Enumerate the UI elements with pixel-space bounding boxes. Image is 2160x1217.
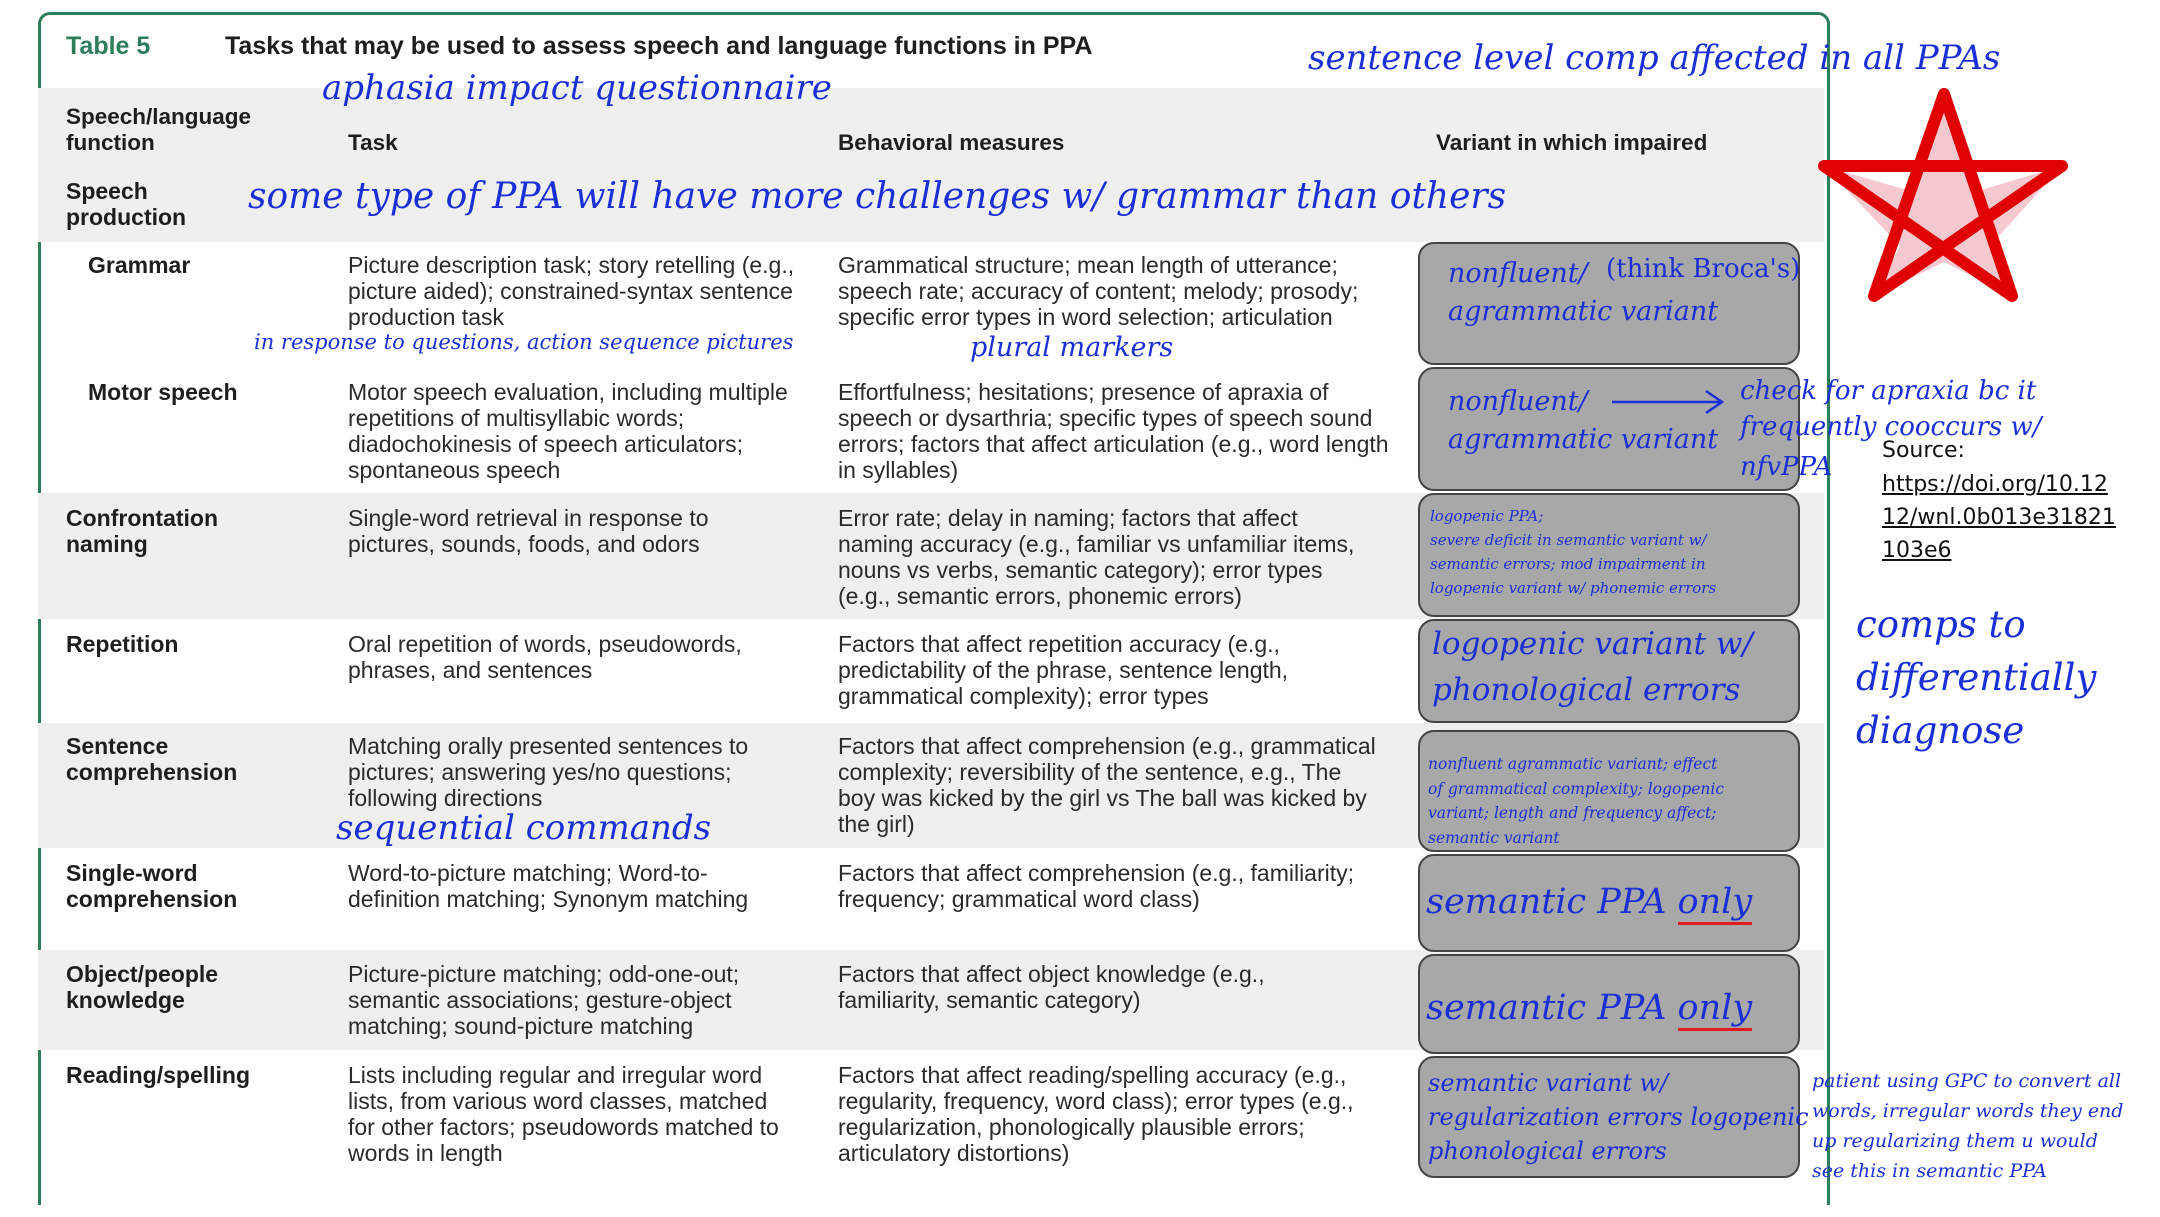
naming-variant-note [1430,504,1716,600]
measures-sentence-comprehension: Factors that affect comprehension (e.g., grammatical complexity; reversibility of the sentence, e.g., The boy was kicked by the girl vs The ball was kicked by the girl) [838,733,1376,837]
reading-variant-note [1428,1066,1809,1168]
task-sentence-comprehension: Matching orally presented sentences to pictures; answering yes/no questions; following directions [348,733,749,811]
arrow-right-icon [1608,388,1728,418]
motor-variant-line1: nonfluent/ [1448,386,1588,417]
gpc-note-line3: up regularizing them u would [1812,1130,2098,1152]
task-object-knowledge: Picture-picture matching; odd-one-out; semantic associations; gesture-object matching; sound-picture matching [348,961,740,1039]
naming-variant-line1: logopenic PPA; [1430,507,1544,525]
task-motor-speech: Motor speech evaluation, including multiple repetitions of multisyllabic words; diadochokinesis of speech articulators; spontaneous speech [348,379,788,483]
annotation-plural-markers: plural markers [970,332,1174,363]
measures-grammar: Grammatical structure; mean length of utterance; speech rate; accuracy of content; melody; prosody; specific error types in word selection; articulation [838,252,1359,330]
sentence-variant-line4: semantic variant [1428,828,1560,847]
task-confrontation-naming: Single-word retrieval in response to pictures, sounds, foods, and odors [348,505,709,557]
gpc-note-line1: patient using GPC to convert all [1812,1070,2122,1092]
annotation-header-note: aphasia impact questionnaire [322,68,832,108]
comps-note [1856,598,2096,757]
grammar-variant-line1: nonfluent/ [1448,258,1588,289]
source-url-line2[interactable]: 12/wnl.0b013e31821 [1882,505,2116,530]
repetition-variant-line1: logopenic variant w/ [1432,626,1753,662]
star-icon [1810,86,2070,306]
func-object-knowledge: Object/people knowledge [66,961,219,1013]
apraxia-note-line2: frequently cooccurs w/ [1740,412,2042,442]
repetition-variant-line2: phonological errors [1432,672,1741,708]
header-variant: Variant in which impaired [1436,130,1708,155]
sentence-variant-line3: variant; length and frequency affect; [1428,804,1717,822]
comps-note-line1: comps to [1856,603,2026,646]
motor-variant-line2: agrammatic variant [1448,424,1719,455]
measures-object-knowledge: Factors that affect object knowledge (e.g., familiarity, semantic category) [838,961,1265,1013]
func-repetition: Repetition [66,631,179,657]
annotation-top-right: sentence level comp affected in all PPAs [1308,38,2001,78]
table-title: Tasks that may be used to assess speech and language functions in PPA [225,32,1093,60]
object-variant-text: semantic PPA [1426,988,1678,1028]
comps-note-line3: diagnose [1856,709,2025,752]
apraxia-note-line3: nfvPPA [1740,452,1833,482]
annotation-speech-production: some type of PPA will have more challenges w/ grammar than others [248,176,1507,217]
sentence-variant-line2: of grammatical complexity; logopenic [1428,779,1725,798]
grammar-variant-think: (think Broca's) [1606,254,1801,284]
sentence-variant-note [1428,752,1724,850]
annotation-sequential-commands: sequential commands [336,808,712,848]
task-grammar: Picture description task; story retelling (e.g., picture aided); constrained-syntax sentence production task [348,252,795,330]
header-function: Speech/language function [66,104,252,155]
header-measures: Behavioral measures [838,130,1065,155]
measures-motor-speech: Effortfulness; hesitations; presence of apraxia of speech or dysarthria; specific types of speech sound errors; factors that affect articulation (e.g., word length in syllables) [838,379,1389,483]
table-label: Table 5 [66,32,151,60]
reading-variant-line3: phonological errors [1428,1137,1667,1165]
naming-variant-line2: severe deficit in semantic variant w/ [1430,531,1707,549]
object-variant [1426,988,1752,1028]
grammar-variant-line2: agrammatic variant [1448,296,1719,327]
reading-variant-line2: regularization errors logopenic [1428,1103,1809,1131]
measures-confrontation-naming: Error rate; delay in naming; factors that affect naming accuracy (e.g., familiar vs unfamiliar items, nouns vs verbs, semantic category); error types (e.g., semantic errors, phonemic errors) [838,505,1355,609]
task-reading-spelling: Lists including regular and irregular word lists, from various word classes, matched for other factors; pseudowords matched to words in length [348,1062,779,1166]
comps-note-line2: differentially [1856,656,2097,699]
source-url-line1[interactable]: https://doi.org/10.12 [1882,472,2108,497]
measures-single-word: Factors that affect comprehension (e.g., familiarity; frequency; grammatical word class) [838,860,1355,912]
naming-variant-line3: semantic errors; mod impairment in [1430,555,1706,573]
func-reading-spelling: Reading/spelling [66,1062,251,1088]
single-word-variant [1426,882,1752,922]
section-speech-production: Speech production [66,178,187,230]
apraxia-note-line1: check for apraxia bc it [1740,376,2037,406]
gpc-note-line2: words, irregular words they end [1812,1100,2124,1122]
measures-reading-spelling: Factors that affect reading/spelling accuracy (e.g., regularity, frequency, word class); error types (e.g., regularization, phonologically plausible errors; articulatory distortions) [838,1062,1354,1166]
naming-variant-line4: logopenic variant w/ phonemic errors [1430,579,1717,597]
header-task: Task [348,130,398,155]
func-single-word: Single-word comprehension [66,860,238,912]
sentence-variant-line1: nonfluent agrammatic variant; effect [1428,755,1718,773]
reading-variant-line1: semantic variant w/ [1428,1069,1669,1097]
single-word-variant-only: only [1678,882,1753,925]
annotation-grammar-task: in response to questions, action sequence pictures [254,330,794,354]
source-url-line3[interactable]: 103e6 [1882,538,1952,563]
gpc-note [1812,1066,2123,1186]
func-motor-speech: Motor speech [88,379,238,405]
task-repetition: Oral repetition of words, pseudowords, phrases, and sentences [348,631,742,683]
gpc-note-line4: see this in semantic PPA [1812,1160,2047,1182]
source-link[interactable] [1882,468,2116,567]
single-word-variant-text: semantic PPA [1426,882,1678,922]
source-label: Source: [1882,438,1965,463]
measures-repetition: Factors that affect repetition accuracy (e.g., predictability of the phrase, sentence length, grammatical complexity); error types [838,631,1289,709]
task-single-word: Word-to-picture matching; Word-to-definition matching; Synonym matching [348,860,749,912]
object-variant-only: only [1678,988,1753,1031]
func-confrontation-naming: Confrontation naming [66,505,219,557]
func-sentence-comprehension: Sentence comprehension [66,733,238,785]
func-grammar: Grammar [88,252,191,278]
